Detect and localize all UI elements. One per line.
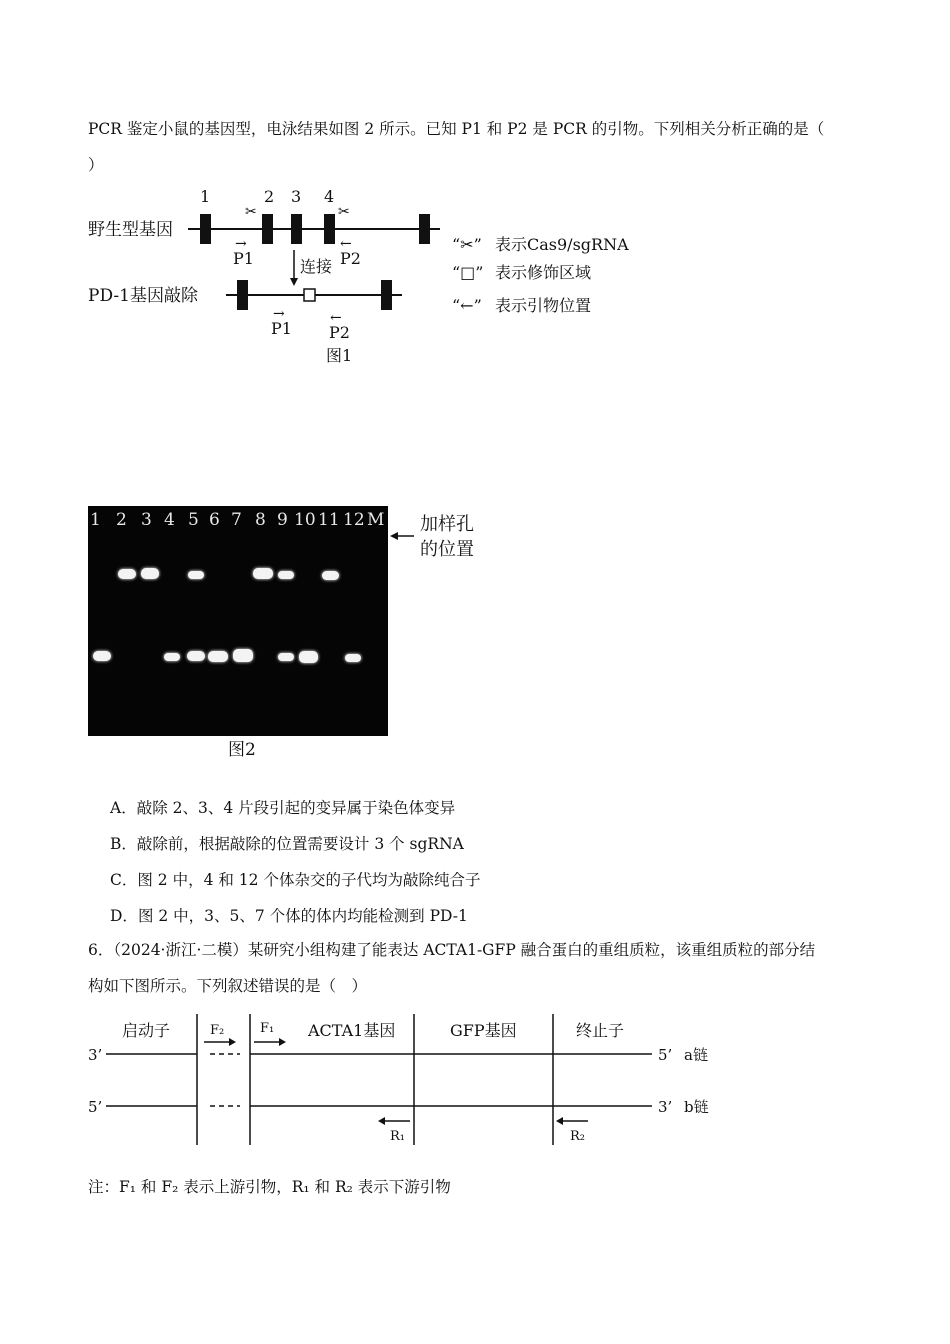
option-b[interactable] (110, 832, 464, 854)
region-gfp: GFP基因 (450, 1021, 517, 1040)
well-position-annotation (388, 506, 498, 566)
scissors-icon-1: ✂ (245, 204, 257, 220)
option-a[interactable] (110, 796, 455, 818)
a-chain-left-end: 3’ (88, 1046, 103, 1064)
knockout-label: PD-1基因敲除 (88, 286, 198, 306)
option-c-text: 图 2 中，4 和 12 个体杂交的子代均为敲除纯合子 (137, 871, 481, 889)
exon-number-3: 3 (291, 187, 302, 206)
a-chain-label: a链 (684, 1046, 708, 1064)
q6-line-2: 构如下图所示。下列叙述错误的是（ ） (88, 977, 368, 995)
gel-band-lower-lane-12 (345, 654, 361, 662)
gel-band-lower-lane-7 (233, 649, 253, 662)
exon-3-block (291, 214, 302, 244)
gel-band-lower-lane-10 (299, 651, 318, 663)
lane-label: 7 (231, 510, 242, 530)
primer-p2-label-ko: P2 (329, 323, 350, 342)
primer-p2-arrow-ko: ← (330, 310, 342, 326)
primer-p2-label-wild: P2 (340, 249, 361, 268)
a-chain-right-end: 5’ (658, 1046, 673, 1064)
option-d-text: 图 2 中，3、5、7 个体的体内均能检测到 PD-1 (137, 907, 468, 925)
gel-band-lower-lane-6 (208, 651, 228, 662)
option-c[interactable] (110, 868, 480, 890)
gel-band-upper-lane-9 (278, 571, 294, 579)
primer-f2-label: F₂ (210, 1023, 225, 1038)
primer-r2-label: R₂ (570, 1129, 585, 1144)
figure-2-caption: 图2 (228, 740, 256, 760)
well-label-line-1: 加样孔 (420, 514, 474, 535)
lane-label: 4 (164, 510, 175, 530)
exon-number-2: 2 (264, 187, 275, 206)
option-c-letter: C． (110, 871, 138, 889)
gel-band-upper-lane-2 (118, 569, 136, 579)
lane-label: 9 (277, 510, 288, 530)
legend-arrow-symbol: “←” (452, 296, 482, 315)
primer-p1-label-ko: P1 (271, 319, 292, 338)
lane-label: 1 (90, 510, 101, 530)
lane-label: M (367, 510, 385, 530)
figure-3-note: 注：F₁ 和 F₂ 表示上游引物，R₁ 和 R₂ 表示下游引物 (88, 1178, 451, 1196)
option-b-text: 敲除前，根据敲除的位置需要设计 3 个 sgRNA (136, 835, 464, 853)
lane-label: 2 (116, 510, 127, 530)
ko-exon-1-block (237, 280, 248, 310)
gel-band-lower-lane-5 (187, 651, 205, 661)
ko-exon-5-block (381, 280, 392, 310)
primer-p2-arrow-wild: ← (340, 236, 352, 252)
gel-band-upper-lane-3 (141, 568, 159, 579)
gel-band-lower-lane-9 (278, 653, 294, 661)
figure-1-caption: 图1 (326, 346, 353, 365)
option-a-letter: A． (110, 799, 137, 817)
lane-label: 5 (188, 510, 199, 530)
exon-number-1: 1 (200, 187, 211, 206)
option-d-letter: D． (110, 907, 138, 925)
region-acta1: ACTA1基因 (308, 1021, 396, 1040)
primer-f1-label: F₁ (260, 1021, 275, 1036)
gel-band-upper-lane-5 (188, 571, 204, 579)
lane-label: 11 (318, 510, 340, 530)
primer-p1-arrow-wild: → (235, 236, 247, 252)
legend-box-symbol: “□” (452, 263, 484, 282)
primer-p1-arrow-ko: → (273, 306, 285, 322)
region-promoter: 启动子 (122, 1021, 171, 1040)
gel-band-lower-lane-4 (164, 653, 180, 661)
b-chain-label: b链 (684, 1098, 709, 1116)
b-chain-left-end: 5’ (88, 1098, 103, 1116)
scissors-icon-2: ✂ (338, 204, 350, 220)
legend-box-text: 表示修饰区域 (495, 263, 592, 282)
q6-line-1: 6．（2024·浙江·二模）某研究小组构建了能表达 ACTA1-GFP 融合蛋白的重组质粒，该重组质粒的部分结 (88, 941, 816, 959)
b-chain-right-end: 3’ (658, 1098, 673, 1116)
lane-label: 3 (141, 510, 152, 530)
option-d[interactable] (110, 904, 468, 926)
legend-scissors-symbol: “✂” (452, 235, 482, 254)
exon-4-block (324, 214, 335, 244)
lane-label: 8 (255, 510, 266, 530)
figure-3-plasmid-diagram (80, 1010, 730, 1155)
intro-line-2: ） (88, 156, 104, 174)
exon-2-block (262, 214, 273, 244)
intro-line-1: PCR 鉴定小鼠的基因型，电泳结果如图 2 所示。已知 P1 和 P2 是 PCR 的引物。下列相关分析正确的是（ (88, 120, 825, 138)
gel-band-lower-lane-1 (93, 651, 111, 661)
figure-1-gene-diagram (80, 180, 660, 370)
lane-label: 10 (294, 510, 316, 530)
well-label-line-2: 的位置 (420, 539, 474, 560)
exon-number-4: 4 (324, 187, 335, 206)
wild-type-label: 野生型基因 (88, 220, 173, 240)
lane-label: 6 (209, 510, 220, 530)
figure-2-gel-image (88, 506, 388, 736)
connect-label: 连接 (300, 257, 333, 276)
option-b-letter: B． (110, 835, 137, 853)
primer-p1-label-wild: P1 (233, 249, 254, 268)
gel-band-upper-lane-11 (322, 571, 339, 580)
modification-region-box (304, 289, 315, 301)
gel-band-upper-lane-8 (253, 568, 273, 579)
primer-r1-label: R₁ (390, 1129, 405, 1144)
legend-scissors-text: 表示Cas9/sgRNA (495, 235, 629, 254)
legend-arrow-text: 表示引物位置 (495, 296, 592, 315)
option-a-text: 敲除 2、3、4 片段引起的变异属于染色体变异 (136, 799, 456, 817)
exon-1-block (200, 214, 211, 244)
region-terminator: 终止子 (576, 1021, 625, 1040)
lane-label: 12 (343, 510, 365, 530)
exon-5-block (419, 214, 430, 244)
